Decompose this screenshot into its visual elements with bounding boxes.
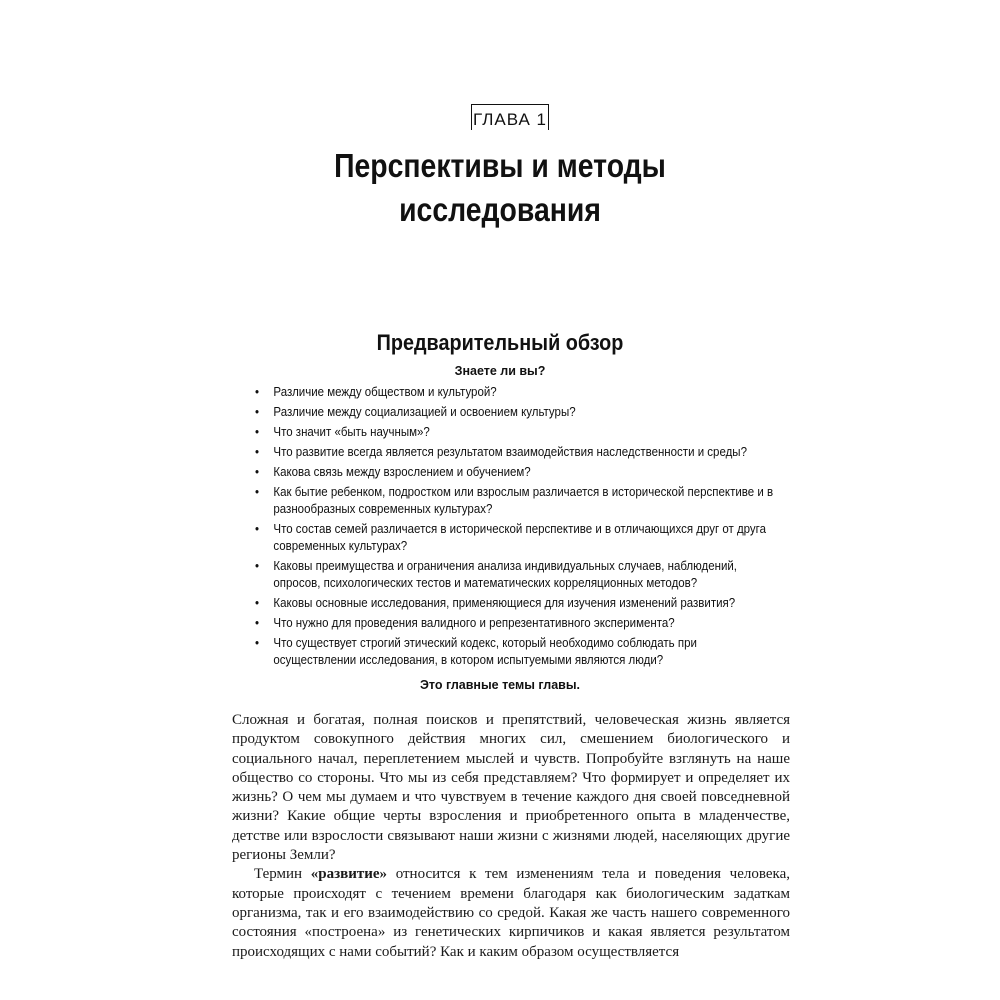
bullet-icon: •	[255, 616, 260, 630]
chapter-title-line1: Перспективы и методы	[334, 147, 666, 184]
question-item: • Как бытие ребенком, подростком или взрослым различается в исторической перспективе и в разнообразных современных культурах?	[255, 485, 774, 516]
paragraph-1: Сложная и богатая, полная поисков и препятствий, человеческая жизнь является продуктом совокупного действия многих сил, смешением биологического и социального начал, переплетением мыслей и чувств. Попробуйте взглянуть на наше общество со стороны. Что мы из себя представляем? Что формирует и определяет их жизнь? О чем мы думаем и что чувствуем в течение каждого дня своей повседневной жизни? Какие общие черты взросления и приобретенного опыта в младенчестве, детстве или взрослости связывают наши жизни с жизнями людей, населяющих другие регионы Земли?	[232, 712, 790, 864]
question-item: • Что состав семей различается в исторической перспективе и в отличающихся друг от друга современных культурах?	[255, 522, 767, 553]
paragraph-2: Термин «развитие» относится к тем изменениям тела и поведения человека, которые происходят с течением времени благодаря как биологическим задаткам организма, так и его взаимодействию со средой. Какая же часть нашего современного состояния «построена» из генетических кирпичиков и какая является результатом происходящих с нами событий? Как и каким образом осуществляется	[232, 866, 790, 960]
bullet-icon: •	[255, 485, 260, 499]
bullet-icon: •	[255, 445, 260, 459]
question-item: • Что существует строгий этический кодекс, который необходимо соблюдать при осуществлении исследования, в котором испытуемыми являются люди?	[255, 636, 697, 667]
bullet-icon: •	[255, 385, 260, 399]
question-item: • Что нужно для проведения валидного и репрезентативного эксперимента?	[255, 616, 675, 630]
question-item: • Каковы основные исследования, применяющиеся для изучения изменений развития?	[255, 596, 736, 610]
know-heading: Знаете ли вы?	[454, 364, 546, 378]
bullet-icon: •	[255, 596, 260, 610]
question-item: • Какова связь между взрослением и обучением?	[255, 465, 531, 479]
question-item: • Каковы преимущества и ограничения анализа индивидуальных случаев, наблюдений, опросов, психологических тестов и математических корреляционных методов?	[255, 559, 737, 590]
body-text	[232, 711, 790, 962]
chapter-topics-note: Это главные темы главы.	[419, 678, 580, 692]
bullet-icon: •	[255, 465, 260, 479]
bullet-icon: •	[255, 559, 260, 573]
chapter-label: ГЛАВА 1	[471, 104, 549, 130]
preview-heading: Предварительный обзор	[376, 330, 624, 355]
bullet-icon: •	[255, 425, 260, 439]
term-development: «развитие»	[310, 866, 388, 883]
chapter-title	[70, 144, 930, 232]
questions-list	[255, 384, 775, 672]
question-item: • Что развитие всегда является результатом взаимодействия наследственности и среды?	[255, 445, 747, 459]
question-item: • Что значит «быть научным»?	[255, 425, 430, 439]
chapter-title-line2: исследования	[399, 191, 601, 228]
bullet-icon: •	[255, 522, 260, 536]
question-item: • Различие между социализацией и освоением культуры?	[255, 405, 576, 419]
question-item: • Различие между обществом и культурой?	[255, 385, 497, 399]
bullet-icon: •	[255, 405, 260, 419]
bullet-icon: •	[255, 636, 260, 650]
